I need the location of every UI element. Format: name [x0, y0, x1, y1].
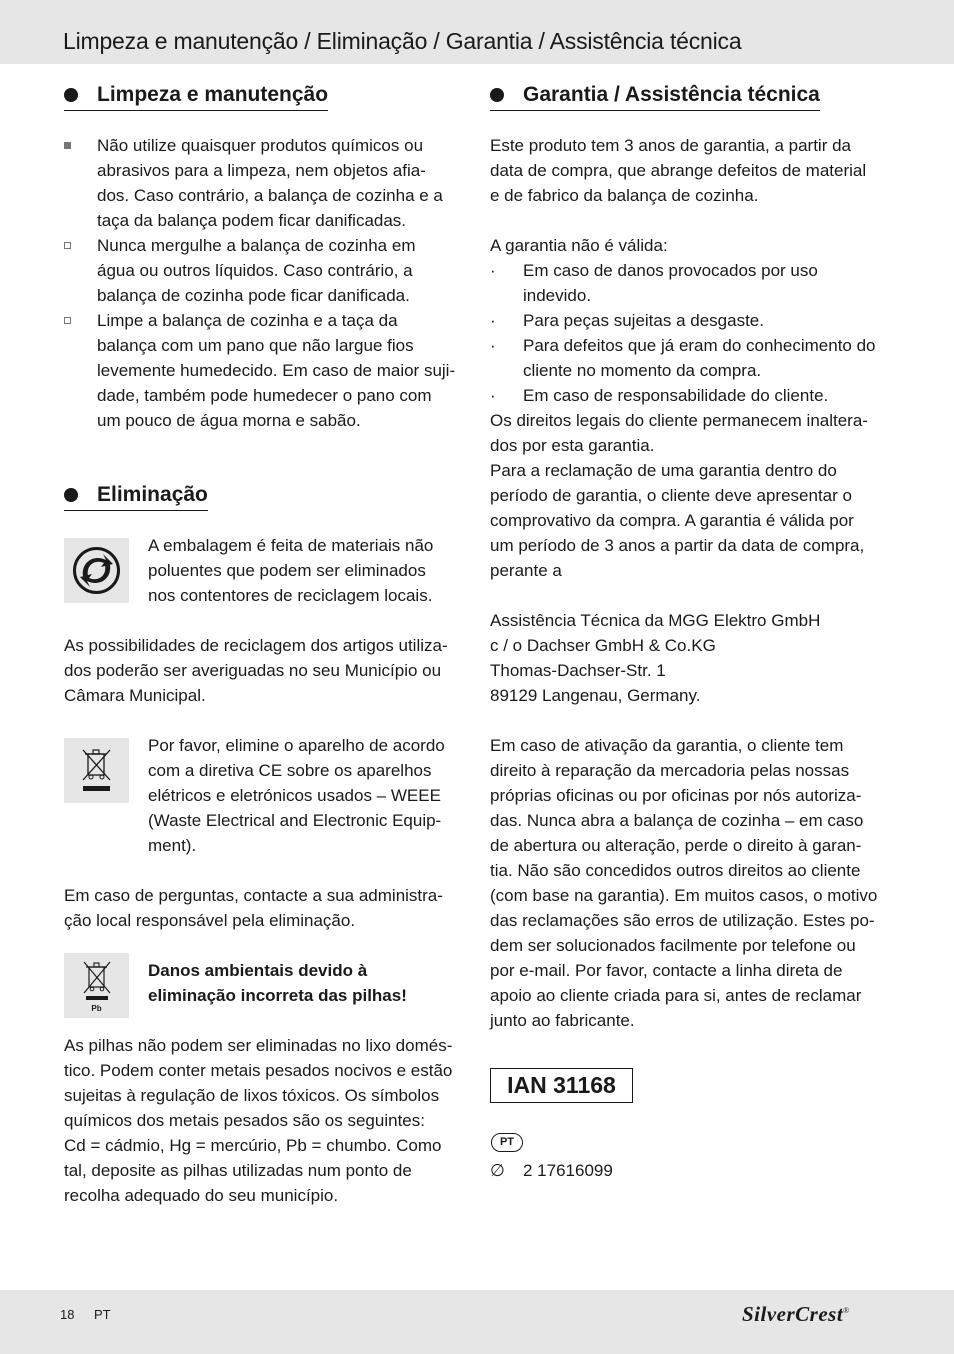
text-line: Em caso de danos provocados por uso indevido.: [523, 261, 818, 305]
ian-number-box: IAN 31168: [490, 1068, 633, 1103]
text-line: balança com um pano que não largue fios: [97, 336, 414, 355]
square-bullet-icon: [64, 242, 71, 249]
text-line: dade, também pode humedecer o pano com: [97, 386, 432, 405]
text-line: Em caso de ativação da garantia, o cliente tem: [490, 736, 844, 755]
activation-text: [490, 733, 890, 1033]
brand-mark: ®: [843, 1306, 850, 1315]
text-line: químicos dos metais pesados são os seguintes:: [64, 1111, 425, 1130]
text-line: próprias oficinas ou por oficinas por nós autoriza-: [490, 786, 862, 805]
weee-text: [148, 733, 468, 858]
text-line: Nunca mergulhe a balança de cozinha em: [97, 236, 416, 255]
text-line: tia. Não são concedidos outros direitos ao cliente: [490, 861, 861, 880]
article-number: 2 17616099: [523, 1161, 613, 1180]
text-line: taça da balança podem ficar danificadas.: [97, 211, 407, 230]
text-line: apoio ao cliente criada para si, antes de reclamar: [490, 986, 862, 1005]
text-line: nos contentores de reciclagem locais.: [148, 586, 433, 605]
text-line: data de compra, que abrange defeitos de material: [490, 161, 867, 180]
text-line: com a diretiva CE sobre os aparelhos: [148, 761, 432, 780]
text-line: elétricos e eletrónicos usados – WEEE: [148, 786, 441, 805]
text-line: Câmara Municipal.: [64, 686, 206, 705]
battery-icon-label: Pb: [91, 1004, 102, 1013]
text-line: Para a reclamação de uma garantia dentro do: [490, 461, 837, 480]
text-line: As possibilidades de reciclagem dos artigos utiliza-: [64, 636, 448, 655]
text-line: direito à reparação da mercadoria pelas nossas: [490, 761, 850, 780]
text-line: período de garantia, o cliente deve apresentar o: [490, 486, 852, 505]
page-header: [0, 0, 954, 64]
dot-bullet-icon: ·: [490, 336, 496, 355]
battery-bin-icon: [64, 953, 129, 1018]
section-title-cleaning: [64, 82, 328, 111]
article-number-row: [490, 1158, 613, 1183]
bullet-dot-icon: [64, 88, 78, 102]
bullet-dot-icon: [64, 488, 78, 502]
text-line: um período de 3 anos a partir da data de compra,: [490, 536, 865, 555]
text-line: Assistência Técnica da MGG Elektro GmbH: [490, 611, 821, 630]
invalid-item: [490, 258, 890, 308]
text-line: tal, deposite as pilhas utilizadas num ponto de: [64, 1161, 412, 1180]
text-line: Para peças sujeitas a desgaste.: [523, 311, 764, 330]
text-line: de abertura ou alteração, perde o direito à garan-: [490, 836, 862, 855]
text-line: A embalagem é feita de materiais não: [148, 536, 434, 555]
text-line: Por favor, elimine o aparelho de acordo: [148, 736, 445, 755]
text-line: dos. Caso contrário, a balança de cozinha e a: [97, 186, 443, 205]
dot-bullet-icon: ·: [490, 311, 496, 330]
cleaning-item: [64, 308, 464, 433]
green-dot-recycling-icon: [64, 538, 129, 603]
text-line: das. Nunca abra a balança de cozinha – em caso: [490, 811, 864, 830]
invalid-item: [490, 333, 890, 383]
page-language: PT: [94, 1307, 111, 1322]
cleaning-item: [64, 233, 464, 308]
weee-bin-icon: [64, 738, 129, 803]
invalid-heading: A garantia não é válida:: [490, 236, 668, 255]
rights-text: [490, 408, 890, 583]
text-line: tico. Podem conter metais pesados nocivos e estão: [64, 1061, 453, 1080]
brand-logo: [742, 1302, 850, 1327]
section-title-warranty: [490, 82, 820, 111]
dot-bullet-icon: ·: [490, 261, 496, 280]
text-line: recolha adequado do seu município.: [64, 1186, 339, 1205]
page-number: 18: [60, 1307, 75, 1322]
text-line: e de fabrico da balança de cozinha.: [490, 186, 759, 205]
cleaning-item: [64, 133, 464, 233]
text-line: Danos ambientais devido à: [148, 961, 368, 980]
text-line: eliminação incorreta das pilhas!: [148, 986, 407, 1005]
text-line: dos por esta garantia.: [490, 436, 655, 455]
battery-warning: [148, 958, 468, 1008]
text-line: ção local responsável pela eliminação.: [64, 911, 356, 930]
text-line: Este produto tem 3 anos de garantia, a partir da: [490, 136, 852, 155]
square-bullet-icon: [64, 317, 71, 324]
text-line: abrasivos para a limpeza, nem objetos afia-: [97, 161, 426, 180]
text-line: dos poderão ser averiguadas no seu Município ou: [64, 661, 442, 680]
text-line: um pouco de água morna e sabão.: [97, 411, 361, 430]
text-line: perante a: [490, 561, 562, 580]
section-title-text: Limpeza e manutenção: [97, 83, 329, 106]
text-line: 89129 Langenau, Germany.: [490, 686, 701, 705]
dot-bullet-icon: ·: [490, 386, 496, 405]
text-line: sujeitas à regulação de lixos tóxicos. Os símbolos: [64, 1086, 440, 1105]
text-line: Em caso de responsabilidade do cliente.: [523, 386, 829, 405]
page-title: Limpeza e manutenção / Eliminação / Garantia / Assistência técnica: [63, 28, 742, 54]
text-line: das reclamações são erros de utilização. Estes po-: [490, 911, 875, 930]
batteries-text: [64, 1033, 464, 1208]
text-line: Limpe a balança de cozinha e a taça da: [97, 311, 398, 330]
recycling-text: [64, 633, 464, 708]
diameter-icon: ∅: [490, 1161, 505, 1180]
text-line: água ou outros líquidos. Caso contrário, a: [97, 261, 413, 280]
service-address: [490, 608, 890, 708]
text-line: Não utilize quaisquer produtos químicos ou: [97, 136, 424, 155]
invalid-item: [490, 383, 890, 408]
text-line: Em caso de perguntas, contacte a sua administra-: [64, 886, 443, 905]
text-line: cliente no momento da compra.: [523, 361, 762, 380]
bullet-dot-icon: [490, 88, 504, 102]
text-line: levemente humedecido. Em caso de maior suji-: [97, 361, 456, 380]
brand-name: SilverCrest: [742, 1302, 844, 1326]
text-line: (com base na garantia). Em muitos casos, o motivo: [490, 886, 878, 905]
square-bullet-icon: [64, 142, 71, 149]
questions-text: [64, 883, 464, 933]
text-line: por e-mail. Por favor, contacte a linha direta de: [490, 961, 843, 980]
text-line: As pilhas não podem ser eliminadas no lixo domés-: [64, 1036, 453, 1055]
text-line: dem ser solucionados facilmente por telefone ou: [490, 936, 856, 955]
text-line: Thomas-Dachser-Str. 1: [490, 661, 666, 680]
text-line: Cd = cádmio, Hg = mercúrio, Pb = chumbo. Como: [64, 1136, 442, 1155]
text-line: Os direitos legais do cliente permanecem inaltera-: [490, 411, 868, 430]
section-title-text: Eliminação: [97, 483, 208, 506]
text-line: junto ao fabricante.: [490, 1011, 635, 1030]
text-line: comprovativo da compra. A garantia é válida por: [490, 511, 854, 530]
invalid-list: [490, 258, 890, 408]
text-line: (Waste Electrical and Electronic Equip-: [148, 811, 442, 830]
text-line: c / o Dachser GmbH & Co.KG: [490, 636, 716, 655]
warranty-intro: [490, 133, 890, 208]
invalid-item: [490, 308, 890, 333]
packaging-text: [148, 533, 468, 608]
text-line: Para defeitos que já eram do conhecimento do: [523, 336, 876, 355]
text-line: poluentes que podem ser eliminados: [148, 561, 426, 580]
cleaning-list: [64, 133, 464, 433]
text-line: balança de cozinha pode ficar danificada.: [97, 286, 410, 305]
section-title-disposal: [64, 482, 208, 511]
section-title-text: Garantia / Assistência técnica: [523, 83, 820, 106]
text-line: ment).: [148, 836, 197, 855]
country-badge: PT: [491, 1133, 523, 1152]
